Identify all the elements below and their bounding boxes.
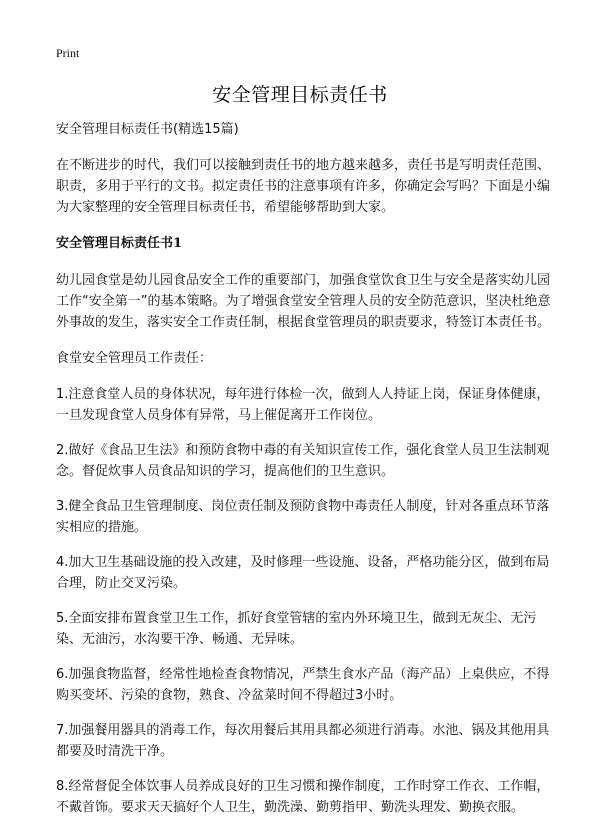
body-paragraph: 幼儿园食堂是幼儿园食品安全工作的重要部门，加强食堂饮食卫生与安全是落实幼儿园工作“安全第一”的基本策略。为了增强食堂安全管理人员的安全防范意识，坚决杜绝意外事故的发生，落实安全工作责任制，根据食堂管理员的职责要求，特签订本责任书。 <box>56 273 551 330</box>
list-item: 6.加强食物监督，经常性地检查食物情况，严禁生食水产品（海产品）上桌供应，不得购买变坏、污染的食物，熟食、冷盆菜时间不得超过3小时。 <box>56 667 550 703</box>
print-link[interactable]: Print <box>56 46 80 60</box>
section-heading: 安全管理目标责任书1 <box>56 236 183 251</box>
list-item: 8.经常督促全体饮事人员养成良好的卫生习惯和操作制度，工作时穿工作衣、工作帽，不戴首饰。要求天天搞好个人卫生，勤洗澡、勤剪指甲、勤洗头理发、勤换衣服。 <box>56 779 550 815</box>
list-item: 2.做好《食品卫生法》和预防食物中毒的有关知识宣传工作，强化食堂人员卫生法制观念。督促炊事人员食品知识的学习，提高他们的卫生意识。 <box>56 443 550 479</box>
page-title: 安全管理目标责任书 <box>212 84 388 106</box>
duties-label: 食堂安全管理员工作责任： <box>56 351 213 366</box>
list-item: 7.加强餐用器具的消毒工作，每次用餐后其用具都必须进行消毒。水池、锅及其他用具都要及时清洗干净。 <box>56 723 550 759</box>
intro-paragraph: 在不断进步的时代，我们可以接触到责任书的地方越来越多，责任书是写明责任范围、职责，多用于平行的文书。拟定责任书的注意事项有许多，你确定会写吗？下面是小编为大家整理的安全管理目标责任书，希望能够帮助到大家。 <box>56 158 551 215</box>
list-item: 4.加大卫生基础设施的投入改建，及时修理一些设施、设备，严格功能分区，做到布局合理，防止交叉污染。 <box>56 555 550 591</box>
list-item: 1.注意食堂人员的身体状况，每年进行体检一次，做到人人持证上岗，保证身体健康，一旦发现食堂人员身体有异常，马上催促离开工作岗位。 <box>56 387 550 423</box>
document-body <box>56 119 560 832</box>
list-item: 3.健全食品卫生管理制度、岗位责任制及预防食物中毒责任人制度，针对各重点环节落实相应的措施。 <box>56 499 550 535</box>
list-item: 5.全面安排布置食堂卫生工作，抓好食堂管辖的室内外环境卫生，做到无灰尘、无污染、无油污，水沟要干净、畅通、无异味。 <box>56 611 537 647</box>
document-subtitle: 安全管理目标责任书(精选15篇) <box>56 122 239 137</box>
